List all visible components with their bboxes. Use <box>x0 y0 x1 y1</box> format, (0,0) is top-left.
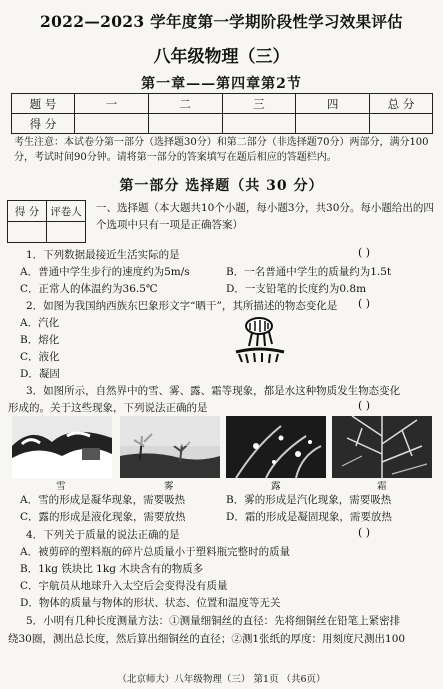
score-table-cell: 总 分 <box>370 94 433 114</box>
q2-option-c: C．液化 <box>20 351 60 363</box>
score-input-cell[interactable] <box>148 114 222 134</box>
exam-notice: 考生注意：本试卷分第一部分（选择题30分）和第二部分（非选择题70分）两部分，满分100分，考试时间90分钟。请将第一部分的答案填写在题后相应的答题栏内。 <box>14 137 429 163</box>
score-input-cell[interactable] <box>296 114 370 134</box>
q3-option-b: B．雾的形成是汽化现象，需要吸热 <box>226 494 392 506</box>
score-input-cell[interactable] <box>370 114 433 134</box>
score-table-cell: 一 <box>75 94 149 114</box>
q3-stem-line1: 3．如图所示，自然界中的雪、雾、露、霜等现象，都是水这种物质发生物态变化 <box>26 385 401 397</box>
score-table-header-row <box>12 94 433 114</box>
q4-option-a: A．被剪碎的塑料瓶的碎片总质量小于塑料瓶完整时的质量 <box>20 546 291 558</box>
q3-stem-line2: 形成的。关于这些现象，下列说法正确的是 <box>8 402 208 414</box>
score-input-cell[interactable] <box>75 114 149 134</box>
score-table-cell: 四 <box>296 94 370 114</box>
grader-table <box>7 200 86 243</box>
score-table-cell: 题 号 <box>12 94 75 114</box>
q4-answer-paren[interactable]: ( ) <box>358 526 371 539</box>
exam-scope: 第一章——第四章第2节 <box>141 76 302 92</box>
q1-answer-paren[interactable]: ( ) <box>358 246 371 259</box>
score-table-cell: 三 <box>222 94 296 114</box>
q3-option-a: A．雪的形成是凝华现象，需要吸热 <box>20 494 186 506</box>
score-table <box>11 93 433 134</box>
grader-name-input[interactable] <box>47 222 86 243</box>
q4-option-c: C．宇航员从地球升入太空后会变得没有质量 <box>20 580 228 592</box>
q3-answer-paren[interactable]: ( ) <box>358 399 371 412</box>
q4-option-b: B．1kg 铁块比 1kg 木块含有的物质多 <box>20 563 204 575</box>
score-table-score-row <box>12 114 433 134</box>
dew-photo-icon <box>226 416 326 478</box>
q1-option-a: A．普通中学生步行的速度约为5m/s <box>20 266 190 278</box>
section-instruction: 一、选择题（本大题共10个小题，每小题3分，共30分。每小题给出的四个选项中只有一项是正确答案） <box>96 202 434 231</box>
grader-score-label: 得 分 <box>8 201 47 222</box>
fog-photo-icon <box>120 416 220 478</box>
caption-fog: 雾 <box>164 481 174 492</box>
q2-option-d: D．凝固 <box>20 368 60 380</box>
q3-option-d: D．霜的形成是凝固现象，需要放热 <box>226 511 392 523</box>
q2-option-a: A．汽化 <box>20 317 60 329</box>
score-input-cell[interactable] <box>222 114 296 134</box>
score-table-cell: 二 <box>148 94 222 114</box>
score-table-cell: 得 分 <box>12 114 75 134</box>
section-title: 第一部分 选择题（共 30 分） <box>119 178 324 194</box>
q1-option-b: B．一名普通中学生的质量约为1.5t <box>226 266 392 278</box>
exam-subtitle: 八年级物理（三） <box>153 47 290 67</box>
caption-snow: 雪 <box>56 481 66 492</box>
q5-line1: 5．小明有几种长度测量方法：①测量细铜丝的直径：先将细铜丝在铅笔上紧密排 <box>26 615 401 627</box>
q1-option-d: D．一支铅笔的长度约为0.8m <box>226 283 367 295</box>
q2-option-b: B．熔化 <box>20 334 60 346</box>
snow-photo-icon <box>12 416 112 478</box>
q4-option-d: D．物体的质量与物体的形状、状态、位置和温度等无关 <box>20 597 281 609</box>
grader-score-input[interactable] <box>8 222 47 243</box>
exam-title: 2022—2023 学年度第一学期阶段性学习效果评估 <box>40 12 403 31</box>
caption-frost: 霜 <box>377 481 387 492</box>
q1-stem: 1．下列数据最接近生活实际的是 <box>26 249 180 261</box>
q1-option-c: C．正常人的体温约为36.5℃ <box>20 283 158 295</box>
grader-name-label: 评卷人 <box>47 201 86 222</box>
q2-stem: 2．如图为我国纳西族东巴象形文字“晒干”，其所描述的物态变化是 <box>26 300 338 312</box>
caption-dew: 露 <box>271 481 281 492</box>
q4-stem: 4．下列关于质量的说法正确的是 <box>26 529 180 541</box>
q3-option-c: C．露的形成是液化现象，需要放热 <box>20 511 186 523</box>
q5-line2: 绕30圈，测出总长度，然后算出细铜丝的直径；②测1张纸的厚度：用刻度尺测出100 <box>8 633 406 645</box>
frost-photo-icon <box>332 416 432 478</box>
q2-answer-paren[interactable]: ( ) <box>358 297 371 310</box>
page-footer: （北京师大）八年级物理（三） 第1页 （共6页） <box>117 674 326 685</box>
dongba-pictograph-icon <box>224 316 294 366</box>
